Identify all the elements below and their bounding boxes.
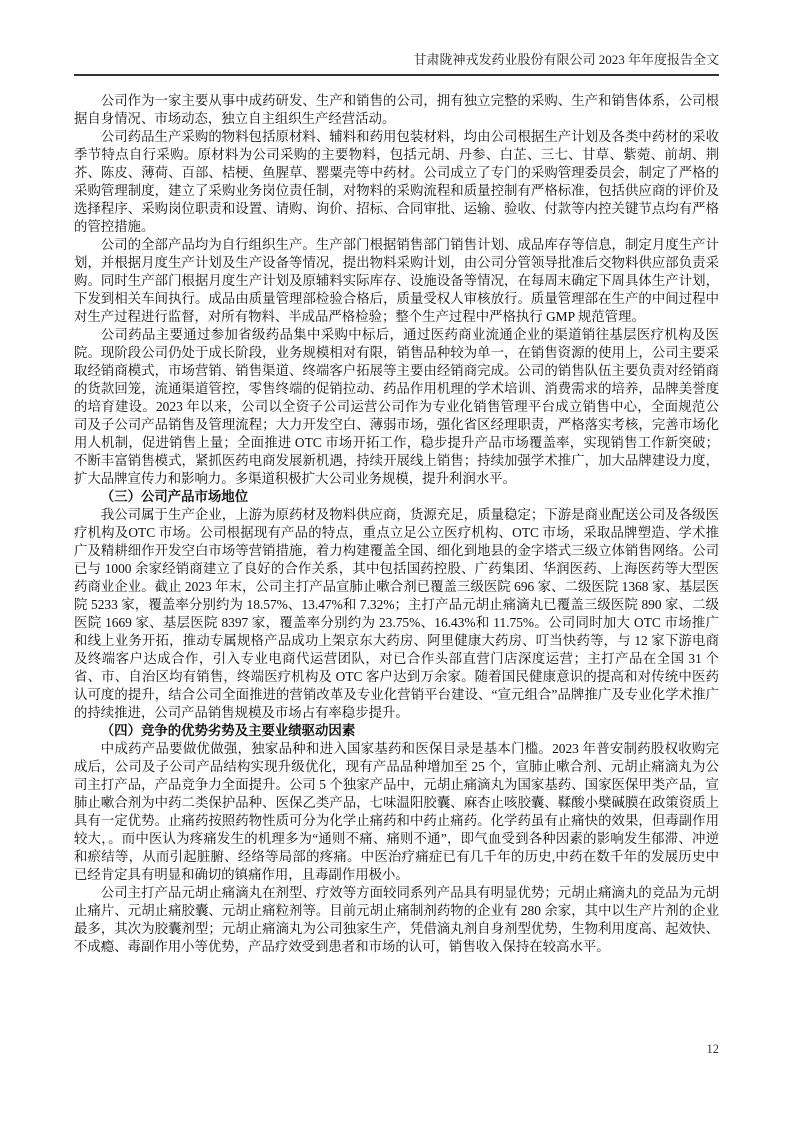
- paragraph-procurement: 公司药品生产采购的物料包括原材料、辅料和药用包装材料，均由公司根据生产计划及各类中药材的采收季节特点自行采购。原材料为公司采购的主要物料，包括元胡、丹参、白芷、三七、甘草、紫菀、前胡、荆芥、陈皮、薄荷、百部、桔梗、鱼腥草、罂粟壳等中药材。公司成立了专门的采购管理委员会，制定了严格的采购管理制度，建立了采购业务岗位责任制，对物料的采购流程和质量控制有严格标准，包括供应商的评价及选择程序、采购岗位职责和设置、请购、询价、招标、合同审批、运输、验收、付款等内控关键节点均有严格的管控措施。: [74, 129, 719, 234]
- page-header: [74, 50, 719, 76]
- paragraph-sales-model: 公司药品主要通过参加省级药品集中采购中标后，通过医药商业流通企业的渠道销往基层医疗机构及医院。现阶段公司仍处于成长阶段，业务规模相对有限，销售品种较为单一，在销售资源的使用上，公司主要采取经销商模式，市场营销、销售渠道、终端客户拓展等主要由经销商完成。公司的销售队伍主要负责对经销商的货款回笼，流通渠道管控，零售终端的促销拉动、药品作用机理的学术培训、消费需求的培养，品牌美誉度的培育建设。2023 年以来，公司以全资子公司运营公司作为专业化销售管理平台成立销售中心，全面规范公司及子公司产品销售及管理流程；大力开发空白、薄弱市场，强化省区经理职责，严格落实考核，完善市场化用人机制，促进销售上量；全面推进 OTC 市场开拓工作，稳步提升产品市场覆盖率，实现销售工作新突破；不断丰富销售模式，紧抓医药电商发展新机遇，持续开展线上销售；持续加强学术推广，加大品牌建设力度，扩大品牌宣传力和影响力。多渠道积极扩大公司业务规模，提升利润水平。: [74, 327, 719, 486]
- document-body: [74, 92, 719, 956]
- paragraph-product-advantage: 公司主打产品元胡止痛滴丸在剂型、疗效等方面较同系列产品具有明显优势；元胡止痛滴丸的竞品为元胡止痛片、元胡止痛胶囊、元胡止痛粒剂等。目前元胡止痛制剂药物的企业有 280 余家，其中以生产片剂的企业最多，其次为胶囊剂型；元胡止痛滴丸为公司独家生产，凭借滴丸剂自身剂型优势，生物利用度高、起效快、不成瘾、毒副作用小等优势，产品疗效受到患者和市场的认可，销售收入保持在较高水平。: [74, 885, 719, 954]
- section-4-heading: （四）竞争的优势劣势及主要业绩驱动因素: [100, 723, 356, 738]
- paragraph-production: 公司的全部产品均为自行组织生产。生产部门根据销售部门销售计划、成品库存等信息，制定月度生产计划，并根据月度生产计划及生产设备等情况，提出物料采购计划，由公司分管领导批准后交物料供应部负责采购。同时生产部门根据月度生产计划及原辅料实际库存、设施设备等情况，在每周末确定下周具体生产计划，下发到相关车间执行。成品由质量管理部检验合格后，质量受权人审核放行。质量管理部在生产的中间过程中对生产过程进行监督，对所有物料、半成品严格检验；整个生产过程中严格执行 GMP 规范管理。: [74, 237, 719, 324]
- page-number: 12: [706, 1042, 719, 1056]
- paragraph-competitive-advantage: 中成药产品要做优做强，独家品种和进入国家基药和医保目录是基本门槛。2023 年普安制药股权收购完成后，公司及子公司产品结构实现升级优化，现有产品品种增加至 25 个，宣肺止嗽合剂、元胡止痛滴丸为公司主打产品，产品竞争力全面提升。公司 5 个独家产品中，元胡止痛滴丸为国家基药、国家医保甲类产品，宣肺止嗽合剂为中药二类保护品种、医保乙类产品，七味温阳胶囊、麻杏止咳胶囊、鞣酸小檗碱膜在政策资质上具有一定优势。止痛药按照药物性质可分为化学止痛药和中药止痛药。化学药虽有止痛快的效果，但毒副作用较大，。而中医认为疼痛发生的机理多为“通则不痛、痛则不通”，即气血受到各种因素的影响发生郁滞、冲逆和瘀结等，从而引起脏腑、经络等局部的疼痛。中医治疗痛症已有几千年的历史,中药在数千年的发展历史中已经肯定具有明显和确切的镇痛作用，且毒副作用极小。: [74, 741, 719, 882]
- header-title: 甘肃陇神戎发药业股份有限公司 2023 年年度报告全文: [413, 52, 719, 67]
- page-footer: [74, 1042, 719, 1057]
- section-3-heading: （三）公司产品市场地位: [100, 489, 249, 504]
- paragraph-company-overview: 公司作为一家主要从事中成药研发、生产和销售的公司，拥有独立完整的采购、生产和销售体系，公司根据自身情况、市场动态，独立自主组织生产经营活动。: [74, 93, 719, 126]
- paragraph-market-position: 我公司属于生产企业，上游为原药材及物料供应商，货源充足，质量稳定；下游是商业配送公司及各级医疗机构及OTC 市场。公司根据现有产品的特点，重点立足公立医疗机构、OTC 市场，采取品牌塑造、学术推广及精耕细作开发空白市场等营销措施，着力构建覆盖全国、细化到地县的金字塔式三级立体销售网络。公司已与 1000 余家经销商建立了良好的合作关系，其中包括国药控股、广药集团、华润医药、上海医药等大型医药商业企业。截止 2023 年末，公司主打产品宣肺止嗽合剂已覆盖三级医院 696 家、二级医院 1368 家、基层医院 5233 家，覆盖率分别约为 18.57%、13.47%和 7.32%；主打产品元胡止痛滴丸已覆盖三级医院 890 家、二级医院 1669 家、基层医院 8397 家，覆盖率分别约为 23.75%、16.43%和 11.75%。公司同时加大 OTC 市场推广和线上业务开拓，推动专属规格产品成功上架京东大药房、阿里健康大药房、叮当快药等，与 12 家下游电商及终端客户达成合作，引入专业电商代运营团队，对已合作头部直营门店深度运营；主打产品在全国 31 个省、市、自治区均有销售，终端医疗机构及 OTC 客户达到万余家。随着国民健康意识的提高和对传统中医药认可度的提升，结合公司全面推进的营销改革及专业化营销平台建设、“宣元组合”品牌推广及专业化学术推广的持续推进，公司产品销售规模及市场占有率稳步提升。: [74, 507, 719, 720]
